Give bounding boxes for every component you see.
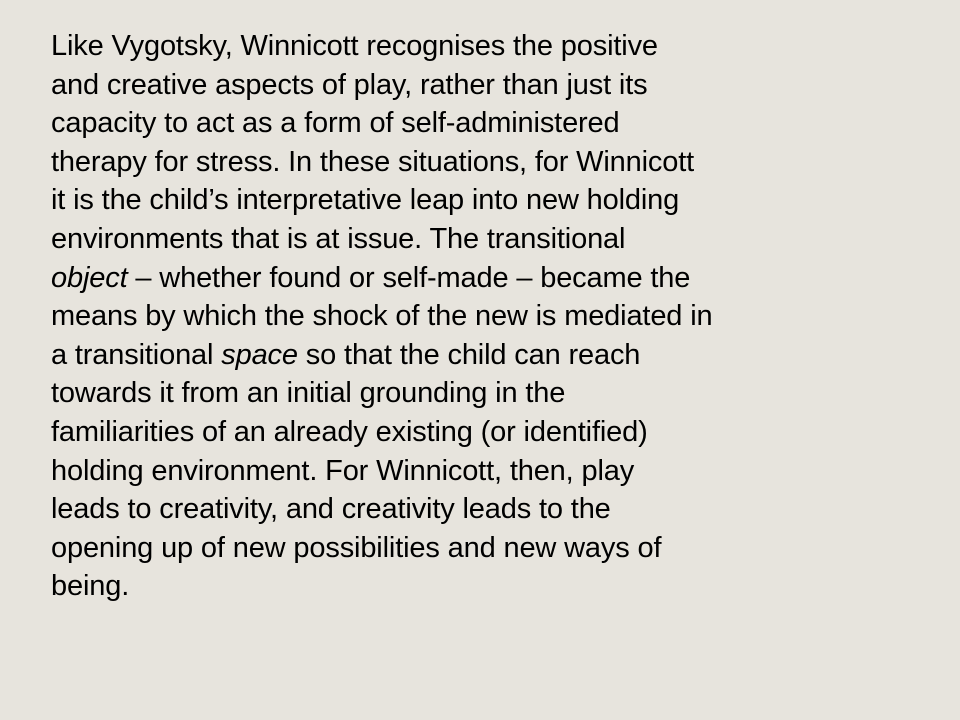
text-line: object – whether found or self-made – became the: [51, 261, 691, 294]
emphasis-object: object: [51, 261, 128, 294]
text-line: leads to creativity, and creativity leads to the: [51, 493, 611, 526]
text-line: holding environment. For Winnicott, then, play: [51, 454, 635, 487]
emphasis-space: space: [221, 338, 298, 371]
text-line: a transitional space so that the child can reach: [51, 338, 641, 371]
text-line: and creative aspects of play, rather than just its: [51, 68, 648, 101]
text-line: environments that is at issue. The transitional: [51, 222, 626, 255]
slide-body-text: [51, 27, 931, 606]
text-line: Like Vygotsky, Winnicott recognises the positive: [51, 30, 658, 62]
text-line: being.: [51, 570, 130, 603]
text-line: therapy for stress. In these situations, for Winnicott: [51, 145, 695, 178]
text-line: it is the child’s interpretative leap into new holding: [51, 184, 680, 217]
text-line: means by which the shock of the new is mediated in: [51, 300, 713, 333]
text-line: towards it from an initial grounding in the: [51, 377, 566, 410]
text-line: familiarities of an already existing (or identified): [51, 415, 648, 448]
text-line: capacity to act as a form of self-administered: [51, 107, 620, 140]
text-line: opening up of new possibilities and new ways of: [51, 531, 662, 564]
